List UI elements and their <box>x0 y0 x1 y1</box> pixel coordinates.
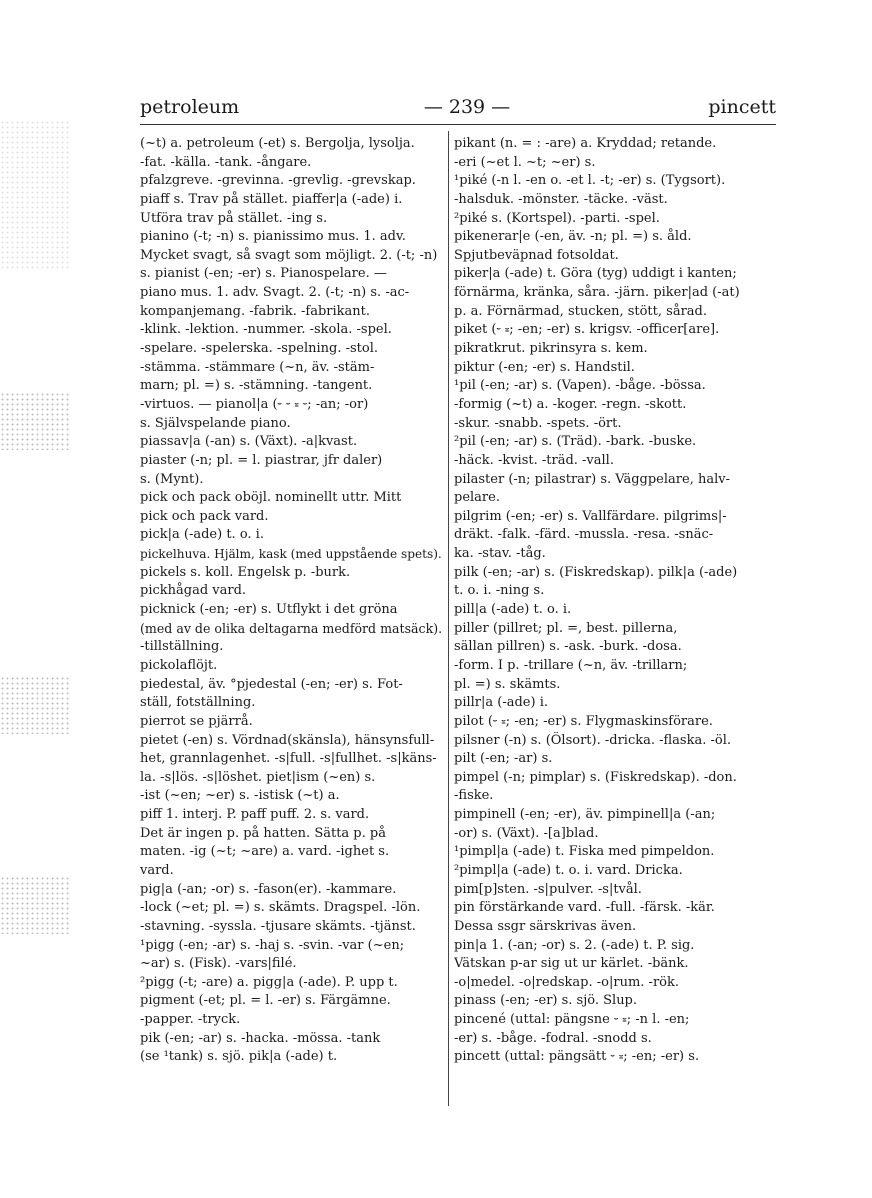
dictionary-line: pickolaflöjt. <box>140 657 218 673</box>
dictionary-line: pl. =) s. skämts. <box>454 676 561 692</box>
dictionary-line: -formig (~t) a. -koger. -regn. -skott. <box>454 396 687 412</box>
dictionary-line: pianino (-t; -n) s. pianissimo mus. 1. adv. <box>140 229 406 245</box>
dictionary-line: -or) s. (Växt). -[a]blad. <box>454 825 599 841</box>
dictionary-line: t. o. i. -ning s. <box>454 583 545 599</box>
dictionary-line: ²pil (-en; -ar) s. (Träd). -bark. -buske. <box>454 434 697 450</box>
dictionary-line: -fat. -källa. -tank. -ångare. <box>140 154 312 170</box>
dictionary-line: pinass (-en; -er) s. sjö. Slup. <box>454 993 638 1009</box>
dictionary-line: pick|a (-ade) t. o. i. <box>140 527 264 543</box>
dictionary-line: ~ar) s. (Fisk). -vars|filé. <box>140 956 297 972</box>
dictionary-line: -spelare. -spelerska. -spelning. -stol. <box>140 341 378 357</box>
dictionary-line: Det är ingen p. på hatten. Sätta p. på <box>140 825 386 841</box>
dictionary-line: -eri (~et l. ~t; ~er) s. <box>454 154 596 170</box>
dictionary-line: pincené (uttal: pängsne ⏑ ⏓; -n l. -en; <box>454 1012 690 1028</box>
dictionary-line: -skur. -snabb. -spets. -ört. <box>454 415 622 431</box>
dictionary-line: Mycket svagt, så svagt som möjligt. 2. (-t; -n) <box>140 247 438 263</box>
dictionary-line: s. Självspelande piano. <box>140 415 291 431</box>
dictionary-line: pilot (⏑ ⏓; -en; -er) s. Flygmaskinsförare. <box>454 713 713 729</box>
dictionary-line: piaff s. Trav på stället. piaffer|a (-ade) i. <box>140 191 403 207</box>
dictionary-line: pill|a (-ade) t. o. i. <box>454 602 572 618</box>
dictionary-line: -tillställning. <box>140 639 224 655</box>
dictionary-line: vard. <box>140 862 174 878</box>
dictionary-line: maten. -ig (~t; ~are) a. vard. -ighet s. <box>140 844 390 860</box>
dictionary-line: picknick (-en; -er) s. Utflykt i det gröna <box>140 602 398 618</box>
dictionary-line: piller (pillret; pl. =, best. pillerna, <box>454 620 678 636</box>
dictionary-line: pimpinell (-en; -er), äv. pimpinell|a (-an; <box>454 807 716 823</box>
dictionary-line: marn; pl. =) s. -stämning. -tangent. <box>140 378 373 394</box>
dictionary-line: pilk (-en; -ar) s. (Fiskredskap). pilk|a (-ade) <box>454 564 738 580</box>
dictionary-line: pig|a (-an; -or) s. -fason(er). -kammare. <box>140 881 397 897</box>
dictionary-line: -lock (~et; pl. =) s. skämts. Dragspel. -lön. <box>140 900 421 916</box>
dictionary-line: Dessa ssgr särskrivas även. <box>454 918 637 934</box>
header-right-guide-word: pincett <box>708 96 776 118</box>
dictionary-line: pigment (-et; pl. = l. -er) s. Färgämne. <box>140 993 391 1009</box>
dictionary-line: piker|a (-ade) t. Göra (tyg) uddigt i kanten; <box>454 266 737 282</box>
dictionary-line: Spjutbeväpnad fotsoldat. <box>454 247 619 263</box>
dictionary-line: piff 1. interj. P. paff puff. 2. s. vard. <box>140 807 370 823</box>
dictionary-line: -halsduk. -mönster. -täcke. -väst. <box>454 191 668 207</box>
dictionary-line: (se ¹tank) s. sjö. pik|a (-ade) t. <box>140 1049 338 1065</box>
dictionary-line: -papper. -tryck. <box>140 1012 241 1028</box>
dictionary-line: -stämma. -stämmare (~n, äv. -stäm- <box>140 359 375 375</box>
dictionary-line: piktur (-en; -er) s. Handstil. <box>454 359 635 375</box>
dictionary-line: piaster (-n; pl. = l. piastrar, jfr daler) <box>140 452 383 468</box>
dictionary-line: pietet (-en) s. Vördnad(skänsla), hänsynsfull- <box>140 732 435 748</box>
dictionary-line: pick och pack vard. <box>140 508 269 524</box>
margin-stipple <box>0 120 70 270</box>
dictionary-line: pickelhuva. Hjälm, kask (med uppstående spets). <box>140 547 442 562</box>
dictionary-line: pickels s. koll. Engelsk p. -burk. <box>140 564 351 580</box>
page-header <box>140 96 776 122</box>
dictionary-line: ka. -stav. -tåg. <box>454 546 546 562</box>
dictionary-line: ²pigg (-t; -are) a. pigg|a (-ade). P. upp t. <box>140 974 398 990</box>
dictionary-line: pimpel (-n; pimplar) s. (Fiskredskap). -don. <box>454 769 737 785</box>
dictionary-line: la. -s|lös. -s|löshet. piet|ism (~en) s. <box>140 769 376 785</box>
dictionary-line: pin|a 1. (-an; -or) s. 2. (-ade) t. P. sig. <box>454 937 695 953</box>
dictionary-line: pick och pack oböjl. nominellt uttr. Mitt <box>140 490 402 506</box>
dictionary-line: -virtuos. — pianol|a (⏑ ⏑ ⏓ ⏑; -an; -or) <box>140 396 369 412</box>
dictionary-line: -form. I p. -trillare (~n, äv. -trillarn; <box>454 657 688 673</box>
dictionary-line: ¹pigg (-en; -ar) s. -haj s. -svin. -var (~en; <box>140 937 405 953</box>
dictionary-line: pelare. <box>454 490 500 506</box>
dictionary-line: pin förstärkande vard. -full. -färsk. -kär. <box>454 900 715 916</box>
dictionary-line: ställ, fotställning. <box>140 695 256 711</box>
dictionary-line: ¹piké (-n l. -en o. -et l. -t; -er) s. (Tygsort). <box>454 173 726 189</box>
dictionary-line: pincett (uttal: pängsätt ⏑ ⏓; -en; -er) s. <box>454 1049 700 1065</box>
page-number: — 239 — <box>423 96 511 118</box>
dictionary-line: pikant (n. = : -are) a. Kryddad; retande. <box>454 136 717 151</box>
dictionary-line: pillr|a (-ade) i. <box>454 695 548 711</box>
dictionary-line: pikratkrut. pikrinsyra s. kem. <box>454 341 648 357</box>
dictionary-line: het, grannlagenhet. -s|full. -s|fullhet. -s|käns- <box>140 751 437 767</box>
dictionary-line: piket (⏑ ⏓; -en; -er) s. krigsv. -officer[are]. <box>454 322 720 338</box>
dictionary-line: -häck. -kvist. -träd. -vall. <box>454 452 614 468</box>
dictionary-line: pilsner (-n) s. (Ölsort). -dricka. -flaska. -öl. <box>454 732 732 748</box>
dictionary-line: pilaster (-n; pilastrar) s. Väggpelare, halv- <box>454 471 730 487</box>
dictionary-line: ¹pil (-en; -ar) s. (Vapen). -båge. -bössa. <box>454 378 706 394</box>
dictionary-line: Vätskan p-ar sig ut ur kärlet. -bänk. <box>454 956 689 972</box>
dictionary-line: pim[p]sten. -s|pulver. -s|tvål. <box>454 881 642 897</box>
dictionary-line: s. (Mynt). <box>140 471 204 487</box>
dictionary-line: -er) s. -båge. -fodral. -snodd s. <box>454 1030 652 1046</box>
dictionary-line: p. a. Förnärmad, stucken, stött, sårad. <box>454 303 707 319</box>
dictionary-line: (med av de olika deltagarna medförd matsäck). <box>140 620 443 636</box>
dictionary-line: -o|medel. -o|redskap. -o|rum. -rök. <box>454 974 679 990</box>
dictionary-line: pilgrim (-en; -er) s. Vallfärdare. pilgrims|- <box>454 508 727 524</box>
margin-stipple <box>0 676 70 734</box>
dictionary-line: pikenerar|e (-en, äv. -n; pl. =) s. åld. <box>454 229 692 245</box>
margin-stipple <box>0 392 70 450</box>
dictionary-line: (~t) a. petroleum (-et) s. Bergolja, lysolja. <box>140 136 415 151</box>
dictionary-line: piedestal, äv. °pjedestal (-en; -er) s. Fot- <box>140 676 403 692</box>
header-left-guide-word: petroleum <box>140 96 240 118</box>
dictionary-line: ²piké s. (Kortspel). -parti. -spel. <box>454 210 660 226</box>
dictionary-line: kompanjemang. -fabrik. -fabrikant. <box>140 303 371 319</box>
dictionary-line: dräkt. -falk. -färd. -mussla. -resa. -snäc- <box>454 527 714 543</box>
right-column <box>454 135 759 1067</box>
dictionary-line: piassav|a (-an) s. (Växt). -a|kvast. <box>140 434 358 450</box>
header-rule <box>140 124 776 125</box>
dictionary-line: pickhågad vard. <box>140 583 247 599</box>
dictionary-line: s. pianist (-en; -er) s. Pianospelare. — <box>140 266 387 282</box>
column-divider <box>448 131 449 1106</box>
dictionary-line: pilt (-en; -ar) s. <box>454 751 553 767</box>
margin-stipple <box>0 876 70 934</box>
dictionary-line: ¹pimpl|a (-ade) t. Fiska med pimpeldon. <box>454 844 715 860</box>
dictionary-line: sällan pillren) s. -ask. -burk. -dosa. <box>454 639 682 655</box>
dictionary-line: -fiske. <box>454 788 494 804</box>
left-column <box>140 135 445 1067</box>
dictionary-line: pik (-en; -ar) s. -hacka. -mössa. -tank <box>140 1030 381 1046</box>
dictionary-line: ²pimpl|a (-ade) t. o. i. vard. Dricka. <box>454 862 683 878</box>
dictionary-line: -stavning. -syssla. -tjusare skämts. -tjänst. <box>140 918 416 934</box>
dictionary-line: pfalzgreve. -grevinna. -grevlig. -grevskap. <box>140 173 416 189</box>
dictionary-line: förnärma, kränka, såra. -järn. piker|ad (-at) <box>454 285 740 301</box>
dictionary-line: -klink. -lektion. -nummer. -skola. -spel. <box>140 322 392 338</box>
dictionary-line: -ist (~en; ~er) s. -istisk (~t) a. <box>140 788 340 804</box>
dictionary-line: piano mus. 1. adv. Svagt. 2. (-t; -n) s. -ac- <box>140 285 410 301</box>
dictionary-line: pierrot se pjärrå. <box>140 713 253 729</box>
dictionary-line: Utföra trav på stället. -ing s. <box>140 210 328 226</box>
